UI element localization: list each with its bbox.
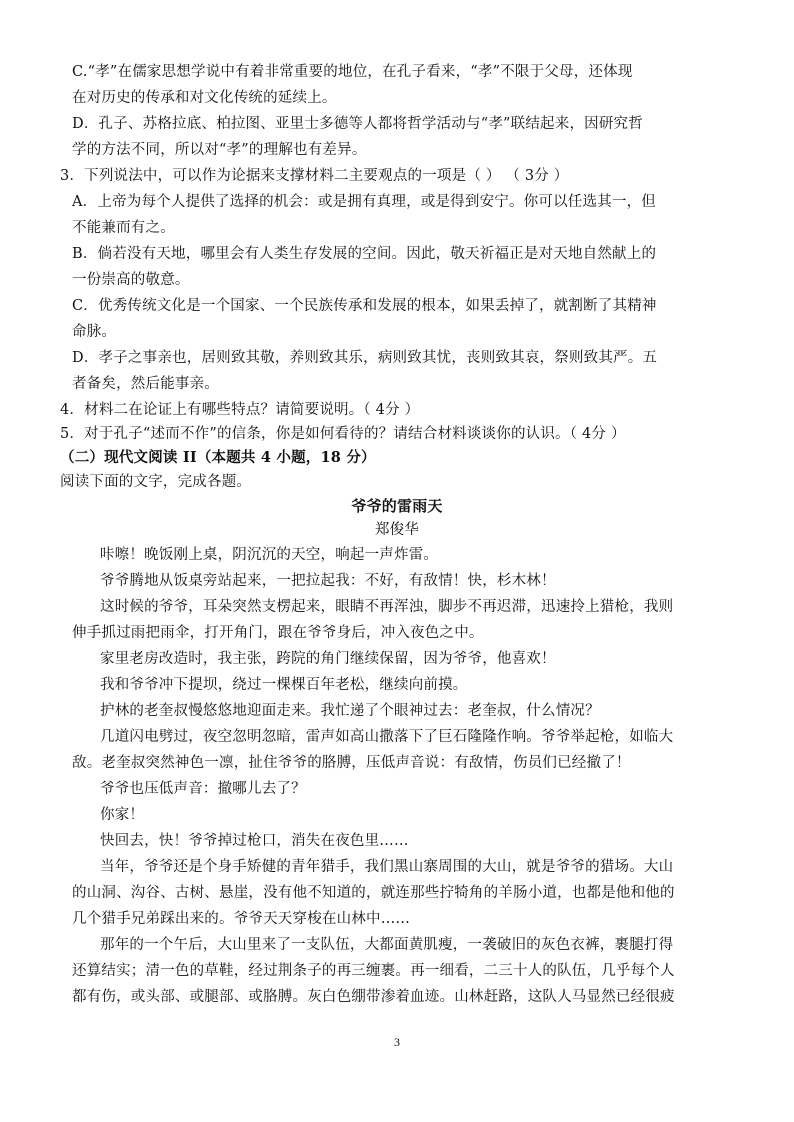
q3-option-b-line-1: B．倘若没有天地，哪里会有人类生存发展的空间。因此，敬天祈福正是对天地自然献上的	[72, 246, 657, 262]
option-d-line-1: D．孔子、苏格拉底、柏拉图、亚里士多德等人都将哲学活动与“孝”联结起来，因研究哲	[72, 116, 643, 132]
q3-option-b-line-2: 一份崇高的敬意。	[72, 272, 190, 288]
paragraph-12-line-1: 那年的一个午后，大山里来了一支队伍，大都面黄肌瘦，一袭破旧的灰色衣裤，裹腿打得	[100, 937, 674, 953]
q3-option-a-line-2: 不能兼而有之。	[72, 220, 175, 236]
paragraph-5: 我和爷爷冲下提坝，绕过一棵棵百年老松，继续向前摸。	[100, 677, 468, 693]
paragraph-1: 咔嚓！晚饭刚上桌，阴沉沉的天空，响起一声炸雷。	[100, 547, 439, 563]
question-4: 4．材料二在论证上有哪些特点？请简要说明。（ 4分 ）	[60, 402, 420, 418]
section-heading: （二）现代文阅读 II（本题共 4 小题，18 分）	[60, 449, 376, 466]
question-3: 3．下列说法中，可以作为论据来支撑材料二主要观点的一项是（ ） （ 3分 ）	[60, 168, 569, 184]
option-c-line-2: 在对历史的传承和对文化传统的延续上。	[72, 90, 337, 106]
paragraph-3-line-2: 伸手抓过雨把雨伞，打开角门，跟在爷爷身后，冲入夜色之中。	[72, 625, 484, 641]
paragraph-11-line-3: 几个猎手兄弟踩出来的。爷爷天天穿梭在山林中……	[72, 911, 411, 927]
q3-option-d-line-2: 者备矣，然后能事亲。	[72, 376, 219, 392]
question-5: 5．对于孔子“述而不作”的信条，你是如何看待的？请结合材料谈谈你的认识。（ 4分 ）	[60, 426, 626, 442]
paragraph-10: 快回去，快！爷爷掉过枪口，消失在夜色里……	[100, 833, 409, 849]
paragraph-7-line-1: 几道闪电劈过，夜空忽明忽暗，雷声如高山撒落下了巨石隆隆作响。爷爷举起枪，如临大	[100, 729, 674, 745]
q3-option-c-line-2: 命脉。	[72, 324, 117, 340]
paragraph-11-line-2: 的山洞、沟谷、古树、悬崖，没有他不知道的，就连那些拧犄角的羊肠小道，也都是他和他的	[72, 885, 675, 901]
paragraph-4: 家里老房改造时，我主张，跨院的角门继续保留，因为爷爷，他喜欢！	[100, 651, 556, 667]
paragraph-3-line-1: 这时候的爷爷，耳朵突然支楞起来，眼睛不再浑浊，脚步不再迟滞，迅速拎上猎枪，我则	[100, 599, 674, 615]
paragraph-12-line-3: 都有伤，或头部、或腿部、或胳膊。灰白色绷带渗着血迹。山林赶路，这队人马显然已经很疲	[72, 989, 675, 1005]
paragraph-11-line-1: 当年，爷爷还是个身手矫健的青年猎手，我们黑山寨周围的大山，就是爷爷的猎场。大山	[100, 859, 674, 875]
option-d-line-2: 学的方法不同，所以对“孝”的理解也有差异。	[72, 142, 367, 158]
reading-instruction: 阅读下面的文字，完成各题。	[60, 474, 252, 490]
paragraph-12-line-2: 还算结实；清一色的草鞋，经过荆条子的再三缠裹。再一细看，二三十人的队伍，几乎每个人	[72, 963, 675, 979]
paragraph-2: 爷爷腾地从饭桌旁站起来，一把拉起我：不好，有敌情！快，杉木林！	[100, 573, 556, 589]
q3-option-d-line-1: D．孝子之事亲也，居则致其敬，养则致其乐，病则致其忧，丧则致其哀，祭则致其严。五	[72, 350, 658, 366]
paragraph-9: 你家！	[100, 807, 145, 823]
q3-option-c-line-1: C．优秀传统文化是一个国家、一个民族传承和发展的根本，如果丢掉了，就割断了其精神	[72, 298, 657, 314]
option-c-line-1: C.“孝”在儒家思想学说中有着非常重要的地位，在孔子看来，“孝”不限于父母，还体现	[72, 64, 633, 80]
article-title: 爷爷的雷雨天	[351, 497, 443, 515]
paragraph-7-line-2: 敌。老奎叔突然神色一凛，扯住爷爷的胳膊，压低声音说：有敌情，伤员们已经撤了！	[72, 755, 631, 771]
paragraph-8: 爷爷也压低声音：撤哪儿去了？	[100, 781, 306, 797]
article-author: 郑俊华	[374, 522, 420, 538]
paragraph-6: 护林的老奎叔慢悠悠地迎面走来。我忙递了个眼神过去：老奎叔，什么情况？	[100, 703, 600, 719]
page-number: 3	[394, 1035, 400, 1049]
q3-option-a-line-1: A．上帝为每个人提供了选择的机会：或是拥有真理，或是得到安宁。你可以任选其一，但	[72, 194, 656, 210]
